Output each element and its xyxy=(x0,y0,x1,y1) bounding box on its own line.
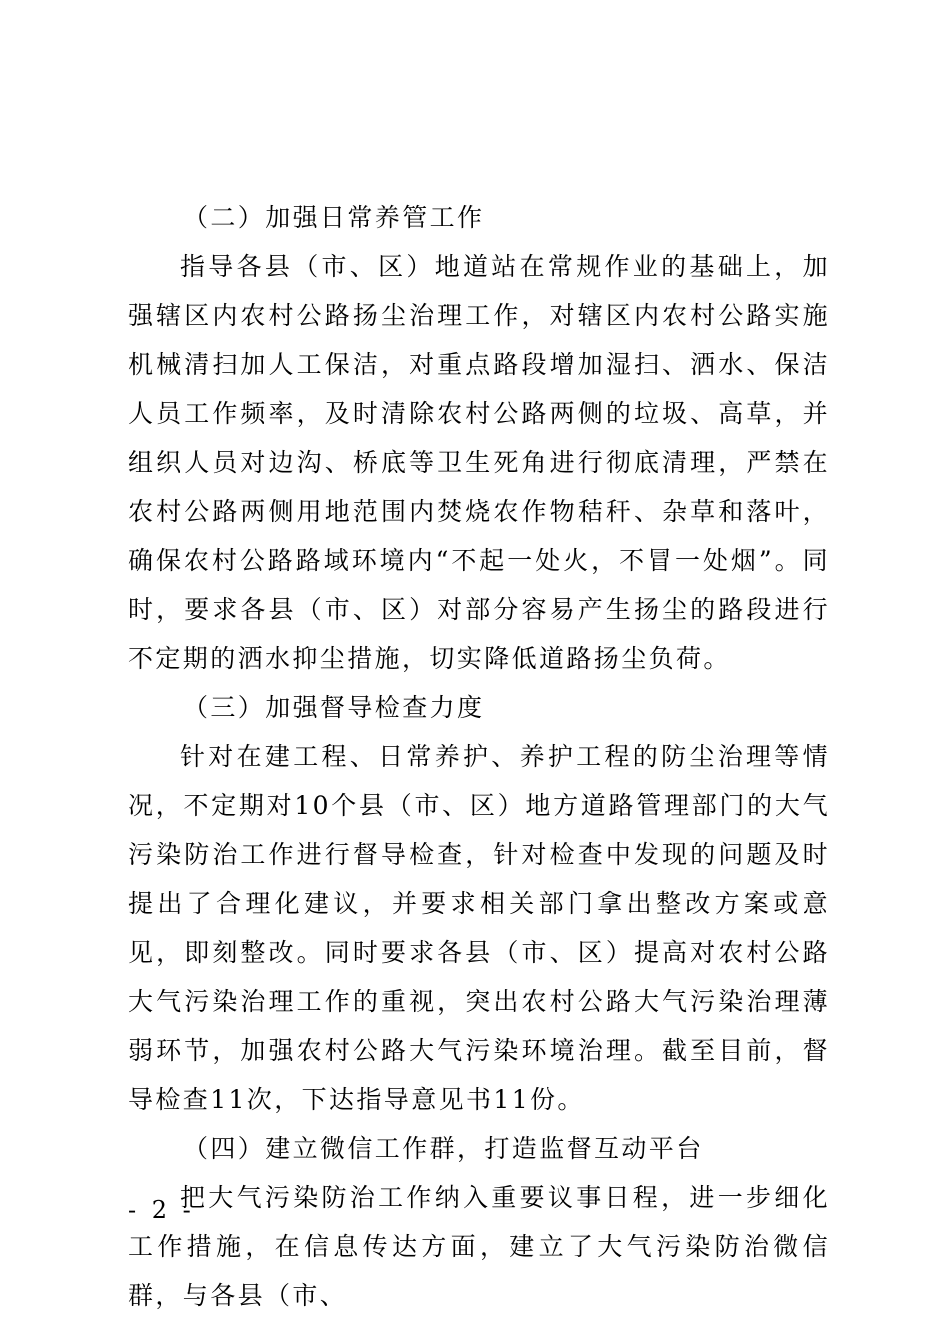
section-paragraph-3: 针对在建工程、日常养护、养护工程的防尘治理等情况，不定期对10个县（市、区）地方道路管理部门的大气污染防治工作进行督导检查，针对检查中发现的问题及时提出了合理化建议，并要求相关部门拿出整改方案或意见，即刻整改。同时要求各县（市、区）提高对农村公路大气污染治理工作的重视，突出农村公路大气污染治理薄弱环节，加强农村公路大气污染环境治理。截至目前，督导检查11次，下达指导意见书11份。 xyxy=(128,742,830,1114)
section-heading-4: （四）建立微信工作群，打造监督互动平台 xyxy=(183,1134,704,1163)
page-number: - 2 - xyxy=(128,1196,195,1224)
section-heading-2: （二）加强日常养管工作 xyxy=(183,203,485,232)
section-paragraph-4: 把大气污染防治工作纳入重要议事日程，进一步细化工作措施，在信息传达方面，建立了大气污染防治微信群，与各县（市、 xyxy=(128,1183,830,1310)
section-paragraph-2: 指导各县（市、区）地道站在常规作业的基础上，加强辖区内农村公路扬尘治理工作，对辖区内农村公路实施机械清扫加人工保洁，对重点路段增加湿扫、洒水、保洁人员工作频率，及时清除农村公路两侧的垃圾、高草，并组织人员对边沟、桥底等卫生死角进行彻底清理，严禁在农村公路两侧用地范围内焚烧农作物秸秆、杂草和落叶，确保农村公路路域环境内“不起一处火，不冒一处烟”。同时，要求各县（市、区）对部分容易产生扬尘的路段进行不定期的洒水抑尘措施，切实降低道路扬尘负荷。 xyxy=(128,252,830,673)
document-body xyxy=(128,193,830,1320)
section-heading-3: （三）加强督导检查力度 xyxy=(183,693,485,722)
